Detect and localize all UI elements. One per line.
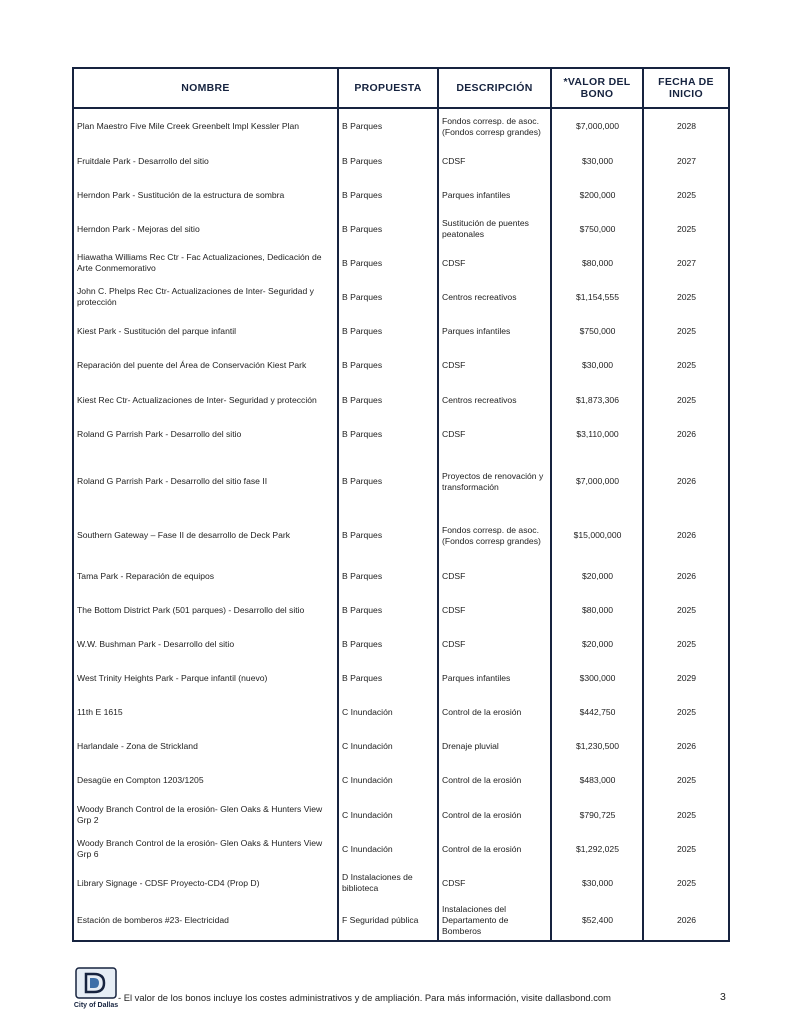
cell-nombre: Woody Branch Control de la erosión- Glen Oaks & Hunters View Grp 2 xyxy=(74,798,338,832)
cell-fecha: 2026 xyxy=(676,476,697,486)
cell-descripcion: Fondos corresp. de asoc. (Fondos corresp grandes) xyxy=(438,512,551,559)
cell-fecha: 2028 xyxy=(676,121,697,131)
cell-propuesta: B Parques xyxy=(338,348,438,383)
cell-nombre: Roland G Parrish Park - Desarrollo del sitio xyxy=(74,417,338,451)
cell-descripcion: Sustitución de puentes peatonales xyxy=(438,212,551,246)
cell-fecha: 2026 xyxy=(676,740,697,751)
cell-valor: $1,873,306 xyxy=(551,383,643,417)
cell-nombre: John C. Phelps Rec Ctr- Actualizaciones de Inter- Seguridad y protección xyxy=(74,280,338,314)
cell-propuesta: C Inundación xyxy=(338,832,438,866)
cell-valor: $30,000 xyxy=(551,348,643,383)
cell-nombre: West Trinity Heights Park - Parque infantil (nuevo) xyxy=(74,661,338,695)
cell-nombre: W.W. Bushman Park - Desarrollo del sitio xyxy=(74,627,338,661)
cell-fecha: 2026 xyxy=(676,428,697,439)
header-fecha-de-inicio: FECHA DE INICIO xyxy=(643,69,728,108)
cell-nombre: Library Signage - CDSF Proyecto-CD4 (Prop D) xyxy=(74,866,338,900)
cell-nombre: Estación de bomberos #23- Electricidad xyxy=(74,900,338,940)
cell-fecha: 2025 xyxy=(676,394,697,405)
cell-descripcion: CDSF xyxy=(438,627,551,661)
header-propuesta: PROPUESTA xyxy=(338,69,438,108)
cell-nombre: Desagüe en Compton 1203/1205 xyxy=(74,763,338,798)
table-row xyxy=(74,108,728,144)
cell-propuesta: B Parques xyxy=(338,559,438,593)
cell-descripcion: Control de la erosión xyxy=(438,695,551,729)
table-header-row xyxy=(74,69,728,108)
cell-nombre: The Bottom District Park (501 parques) - Desarrollo del sitio xyxy=(74,593,338,627)
cell-valor: $30,000 xyxy=(551,144,643,178)
table-row xyxy=(74,832,728,866)
cell-descripcion: CDSF xyxy=(438,144,551,178)
cell-propuesta: B Parques xyxy=(338,280,438,314)
cell-propuesta: B Parques xyxy=(338,178,438,212)
cell-fecha: 2025 xyxy=(676,223,697,234)
cell-propuesta: D Instalaciones de biblioteca xyxy=(338,866,438,900)
table-row xyxy=(74,763,728,798)
cell-valor: $20,000 xyxy=(551,627,643,661)
cell-fecha: 2029 xyxy=(676,672,697,683)
cell-nombre: Reparación del puente del Área de Conservación Kiest Park xyxy=(74,348,338,383)
cell-fecha: 2025 xyxy=(676,706,697,717)
cell-propuesta: B Parques xyxy=(338,108,438,144)
cell-descripcion: Proyectos de renovación y transformación xyxy=(438,451,551,512)
cell-valor: $15,000,000 xyxy=(551,512,643,559)
cell-valor: $20,000 xyxy=(551,559,643,593)
table-row xyxy=(74,417,728,451)
cell-propuesta: C Inundación xyxy=(338,763,438,798)
cell-nombre: Southern Gateway – Fase II de desarrollo de Deck Park xyxy=(74,512,338,559)
table-row xyxy=(74,661,728,695)
cell-descripcion: Control de la erosión xyxy=(438,832,551,866)
cell-nombre: Tama Park - Reparación de equipos xyxy=(74,559,338,593)
cell-nombre: Woody Branch Control de la erosión- Glen Oaks & Hunters View Grp 6 xyxy=(74,832,338,866)
cell-fecha: 2027 xyxy=(676,155,697,166)
cell-nombre: Fruitdale Park - Desarrollo del sitio xyxy=(74,144,338,178)
cell-fecha: 2025 xyxy=(676,809,697,820)
table-row xyxy=(74,559,728,593)
cell-propuesta: F Seguridad pública xyxy=(338,900,438,940)
cell-propuesta: B Parques xyxy=(338,314,438,348)
cell-propuesta: B Parques xyxy=(338,451,438,512)
logo-lettering: City of Dallas xyxy=(73,1002,119,1009)
table-row xyxy=(74,383,728,417)
cell-propuesta: B Parques xyxy=(338,512,438,559)
cell-descripcion: Fondos corresp. de asoc. (Fondos corresp grandes) xyxy=(438,108,551,144)
table-row xyxy=(74,451,728,512)
table-row xyxy=(74,866,728,900)
cell-descripcion: Control de la erosión xyxy=(438,798,551,832)
cell-nombre: Hiawatha Williams Rec Ctr - Fac Actualizaciones, Dedicación de Arte Conmemorativo xyxy=(74,246,338,280)
cell-valor: $3,110,000 xyxy=(551,417,643,451)
cell-valor: $483,000 xyxy=(551,763,643,798)
cell-valor: $80,000 xyxy=(551,593,643,627)
cell-valor: $7,000,000 xyxy=(551,108,643,144)
cell-descripcion: CDSF xyxy=(438,559,551,593)
cell-nombre: Herndon Park - Sustitución de la estructura de sombra xyxy=(74,178,338,212)
table-row xyxy=(74,178,728,212)
cell-propuesta: B Parques xyxy=(338,627,438,661)
cell-fecha: 2025 xyxy=(676,291,697,302)
cell-valor: $7,000,000 xyxy=(551,451,643,512)
cell-propuesta: B Parques xyxy=(338,661,438,695)
cell-descripcion: Parques infantiles xyxy=(438,178,551,212)
cell-fecha: 2025 xyxy=(676,604,697,615)
table-row xyxy=(74,246,728,280)
cell-descripcion: Drenaje pluvial xyxy=(438,729,551,763)
cell-propuesta: C Inundación xyxy=(338,729,438,763)
cell-propuesta: B Parques xyxy=(338,144,438,178)
cell-propuesta: B Parques xyxy=(338,417,438,451)
cell-propuesta: C Inundación xyxy=(338,695,438,729)
cell-descripcion: CDSF xyxy=(438,593,551,627)
cell-valor: $750,000 xyxy=(551,212,643,246)
cell-fecha: 2026 xyxy=(676,530,697,540)
cell-valor: $300,000 xyxy=(551,661,643,695)
cell-descripcion: Control de la erosión xyxy=(438,763,551,798)
table-row xyxy=(74,512,728,559)
table-row xyxy=(74,627,728,661)
header-valor-del-bono: *VALOR DEL BONO xyxy=(551,69,643,108)
cell-valor: $790,725 xyxy=(551,798,643,832)
city-of-dallas-logo xyxy=(72,966,120,1010)
table-row xyxy=(74,212,728,246)
cell-valor: $30,000 xyxy=(551,866,643,900)
cell-descripcion: Centros recreativos xyxy=(438,280,551,314)
cell-descripcion: CDSF xyxy=(438,866,551,900)
table-row xyxy=(74,798,728,832)
cell-descripcion: CDSF xyxy=(438,348,551,383)
table-row xyxy=(74,900,728,940)
cell-propuesta: B Parques xyxy=(338,383,438,417)
cell-nombre: Harlandale - Zona de Strickland xyxy=(74,729,338,763)
cell-fecha: 2025 xyxy=(676,775,697,785)
cell-fecha: 2025 xyxy=(676,325,697,336)
cell-nombre: Kiest Park - Sustitución del parque infantil xyxy=(74,314,338,348)
cell-valor: $750,000 xyxy=(551,314,643,348)
cell-nombre: Kiest Rec Ctr- Actualizaciones de Inter- Seguridad y protección xyxy=(74,383,338,417)
cell-descripcion: Centros recreativos xyxy=(438,383,551,417)
cell-valor: $80,000 xyxy=(551,246,643,280)
cell-fecha: 2025 xyxy=(676,638,697,649)
table-row xyxy=(74,314,728,348)
cell-fecha: 2025 xyxy=(676,189,697,200)
cell-fecha: 2026 xyxy=(676,914,697,925)
cell-valor: $200,000 xyxy=(551,178,643,212)
table-row xyxy=(74,593,728,627)
cell-propuesta: B Parques xyxy=(338,212,438,246)
cell-propuesta: B Parques xyxy=(338,593,438,627)
cell-fecha: 2025 xyxy=(676,843,697,854)
cell-valor: $1,230,500 xyxy=(551,729,643,763)
cell-descripcion: Parques infantiles xyxy=(438,314,551,348)
table-row xyxy=(74,144,728,178)
cell-nombre: Roland G Parrish Park - Desarrollo del sitio fase II xyxy=(74,451,338,512)
cell-fecha: 2025 xyxy=(676,360,697,370)
table-row xyxy=(74,348,728,383)
table-row xyxy=(74,729,728,763)
table-body xyxy=(74,108,728,940)
table-row xyxy=(74,695,728,729)
cell-nombre: 11th E 1615 xyxy=(74,695,338,729)
header-nombre: NOMBRE xyxy=(74,69,338,108)
cell-fecha: 2025 xyxy=(676,877,697,888)
cell-fecha: 2027 xyxy=(676,257,697,268)
cell-valor: $442,750 xyxy=(551,695,643,729)
table-row xyxy=(74,280,728,314)
page-number: 3 xyxy=(720,991,726,1003)
bond-projects-table xyxy=(72,67,730,942)
cell-descripcion: CDSF xyxy=(438,417,551,451)
footer-note: - El valor de los bonos incluye los costes administrativos y de ampliación. Para más información, visite dallasbond.com xyxy=(118,992,611,1003)
cell-valor: $1,154,555 xyxy=(551,280,643,314)
cell-descripcion: CDSF xyxy=(438,246,551,280)
cell-nombre: Herndon Park - Mejoras del sitio xyxy=(74,212,338,246)
cell-fecha: 2026 xyxy=(676,570,697,581)
cell-valor: $1,292,025 xyxy=(551,832,643,866)
cell-descripcion: Instalaciones del Departamento de Bomberos xyxy=(438,900,551,940)
cell-nombre: Plan Maestro Five Mile Creek Greenbelt Impl Kessler Plan xyxy=(74,108,338,144)
cell-propuesta: B Parques xyxy=(338,246,438,280)
cell-descripcion: Parques infantiles xyxy=(438,661,551,695)
header-descripcion: DESCRIPCIÓN xyxy=(438,69,551,108)
cell-valor: $52,400 xyxy=(551,900,643,940)
cell-propuesta: C Inundación xyxy=(338,798,438,832)
